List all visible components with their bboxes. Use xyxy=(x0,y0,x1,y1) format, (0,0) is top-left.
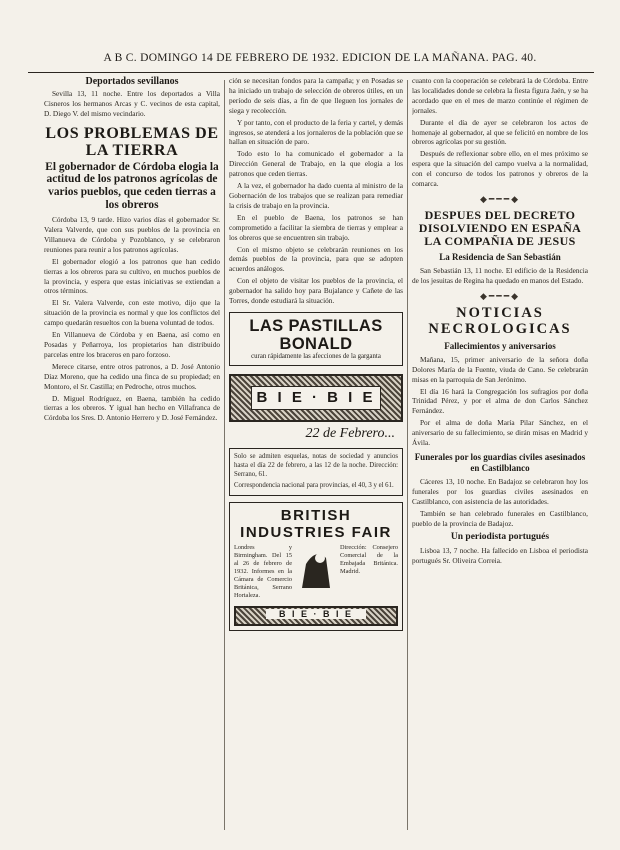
banner-text: B I E · B I E xyxy=(251,386,381,410)
article-paragraph: cuanto con la cooperación se celebrará la de Córdoba. Entre las localidades donde se celebra la fiesta figura Jaén, y se ha acordado que en el mes de marzo continúe el régimen de jornales. xyxy=(412,76,588,115)
article-periodista-text: Lisboa 13, 7 noche. Ha fallecido en Lisboa el periodista portugués Sr. Oliveira Correia. xyxy=(412,546,588,566)
column-3 xyxy=(412,76,588,846)
fair-info-left: Londres y Birmingham. Del 15 al 26 de febrero de 1932. Informes en la Cámara de Comercio Británica, Serrano Hortaleza. xyxy=(234,543,292,599)
banner-small-text: B I E · B I E xyxy=(266,609,366,619)
article-paragraph: Merece citarse, entre otros patronos, a D. José Antonio Díaz Moreno, que ha cedido una finca de su propiedad; en Montoro, el Sr. Castilla; en Pedroche, otros muchos. xyxy=(44,361,220,391)
ornament-divider-icon: ◆━━━◆ xyxy=(479,290,521,301)
headline-deportados: Deportados sevillanos xyxy=(85,76,179,87)
column-divider-2 xyxy=(407,80,408,830)
article-paragraph: También se han celebrado funerales en Castilblanco, pueblo de la provincia de Badajoz. xyxy=(412,508,588,528)
page-masthead: A B C. DOMINGO 14 DE FEBRERO DE 1932. EDICION DE LA MAÑANA. PAG. 40. xyxy=(103,52,537,64)
article-paragraph: En el pueblo de Baena, los patronos se han comprometido a facilitar la siembra de tierras y emplear a los obreros que se encuentren sin trabajo. xyxy=(229,212,403,242)
advert-pastillas-bonald xyxy=(229,312,403,366)
headline-periodista: Un periodista portugués xyxy=(450,532,550,543)
fair-title: BRITISH INDUSTRIES FAIR xyxy=(240,506,392,541)
advert-title: LAS PASTILLAS BONALD xyxy=(249,316,383,353)
article-paragraph: El Sr. Valera Valverde, con este motivo, dijo que la situación de la provincia es normal y que los conflictos del campo quedarán resueltos con la buena voluntad de todos. xyxy=(44,298,220,328)
article-paragraph: El día 16 hará la Congregación los sufragios por doña Trinidad Pérez, y por el alma de don Carlos Sánchez Fernández. xyxy=(412,386,588,416)
headline-funerales: Funerales por los guardias civiles asesinados en Castilblanco xyxy=(414,451,586,473)
notice-box xyxy=(229,448,403,496)
article-residencia-text: San Sebastián 13, 11 noche. El edificio de la Residencia de los jesuitas de Regina ha quedado en manos del Estado. xyxy=(412,265,588,285)
headline-necrologicas: NOTICIAS NECROLOGICAS xyxy=(428,304,572,337)
article-paragraph: D. Miguel Rodríguez, en Baena, también ha cedido tierras a los obreros. Y igual han hecho en Villafranca de Córdoba los Sres. D. Antonio Herrero y D. José Fernández. xyxy=(44,393,220,423)
article-paragraph: Y por tanto, con el producto de la feria y cartel, y demás ingresos, se atenderá a los jornaleros de la población que se hallan en situación de paro. xyxy=(229,117,403,147)
subheadline-residencia: La Residencia de San Sebastián xyxy=(439,251,561,262)
decorative-banner xyxy=(229,374,403,422)
article-paragraph: Con el mismo objeto se celebrarán reuniones en los demás pueblos de la provincia, para que se adopten acuerdos análogos. xyxy=(229,244,403,274)
banner-date: 22 de Febrero... xyxy=(305,425,395,441)
article-paragraph: A la vez, el gobernador ha dado cuenta al ministro de la Gobernación de los trabajos que se realizan para remediar la crisis de trabajo en la provincia. xyxy=(229,181,403,210)
article-paragraph: Córdoba 13, 9 tarde. Hizo varios días el gobernador Sr. Valera Valverde, que con sus pueblos de la provincia en Villanueva de Córdoba y Pozoblanco, y se celebraron reuniones para reunir a los patronos agrícolas. xyxy=(44,215,220,254)
column-2 xyxy=(229,76,403,846)
subheadline-fallecimientos: Fallecimientos y aniversarios xyxy=(444,340,556,351)
article-deportados-text: Sevilla 13, 11 noche. Entre los deportados a Villa Cisneros los hermanos Arcas y C. vecinos de esta capital, D. Diego V. del mismo vecindario. xyxy=(44,89,220,118)
article-paragraph: Mañana, 15, primer aniversario de la señora doña Dolores María de la Fuente, viuda de Cano. Se celebrarán misas en la parroquia de San Jerónimo. xyxy=(412,354,588,384)
advert-subtitle: curan rápidamente las afecciones de la garganta xyxy=(251,352,381,360)
article-paragraph: ción se necesitan fondos para la campaña; y en Posadas se ha iniciado un trabajo de selección de obreros útiles, en un período de seis días, a fin de que lleguen los jornales de siega y recolección. xyxy=(229,76,403,115)
column-1 xyxy=(44,76,220,846)
notice-text: Solo se admiten esquelas, notas de sociedad y anuncios hasta el día 22 de febrero, a las 12 de la noche. Dirección: Serrano, 61. xyxy=(234,452,398,478)
article-paragraph: Todo esto lo ha comunicado el gobernador a la Dirección General de Trabajo, en la que elogia a los patronos que ceden tierras. xyxy=(229,149,403,179)
headline-problemas-tierra: LOS PROBLEMAS DE LA TIERRA xyxy=(45,124,219,159)
lion-emblem-icon xyxy=(296,544,336,592)
headline-compania-jesus: DESPUES DEL DECRETO DISOLVIENDO EN ESPAÑA LA COMPAÑIA DE JESUS xyxy=(418,207,582,248)
article-paragraph: El gobernador elogió a los patronos que han cedido tierras a los obreros para su cultivo, en muchos pueblos de la provincia, y espera que estas iniciativas se extiendan a otros términos. xyxy=(44,256,220,296)
ornament-divider-icon: ◆━━━◆ xyxy=(479,193,521,204)
masthead-rule xyxy=(28,72,594,73)
article-paragraph: Después de reflexionar sobre ello, en el mes próximo se espera que la situación del campo vuelva a la normalidad, con el concurso de todos los patronos y obreros de la comarca. xyxy=(412,149,588,189)
article-paragraph: Por el alma de doña María Pilar Sánchez, en el aniversario de su fallecimiento, se dirán misas en Madrid y Ávila. xyxy=(412,418,588,448)
article-paragraph: Cáceres 13, 10 noche. En Badajoz se celebraron hoy los funerales por los guardias civiles asesinados en Castilblanco, con asistencia de las autoridades. xyxy=(412,476,588,506)
fair-info-right: Dirección: Consejero Comercial de la Embajada Británica. Madrid. xyxy=(340,543,398,575)
advert-british-fair xyxy=(229,502,403,631)
notice-text-2: Correspondencia nacional para provincias, el 40, 3 y el 61. xyxy=(234,481,394,489)
subheadline-gobernador-cordoba: El gobernador de Córdoba elogia la actitud de los patronos agrícolas de varios pueblos, que ceden tierras a los obreros xyxy=(45,160,219,211)
column-divider-1 xyxy=(224,80,225,830)
decorative-banner-small xyxy=(234,606,398,626)
article-paragraph: Con el objeto de visitar los pueblos de la provincia, el gobernador ha salido hoy para Bujalance y Cañete de las Torres, donde estudiará la situación. xyxy=(229,276,403,306)
article-paragraph: Durante el día de ayer se celebraron los actos de homenaje al gobernador, al que se felicitó en nombre de los obreros agrícolas por su gestión. xyxy=(412,117,588,147)
article-paragraph: En Villanueva de Córdoba y en Baena, así como en Posadas y Peñarroya, los propietarios han distribuido parcelas entre los braceros en paro forzoso. xyxy=(44,330,220,359)
